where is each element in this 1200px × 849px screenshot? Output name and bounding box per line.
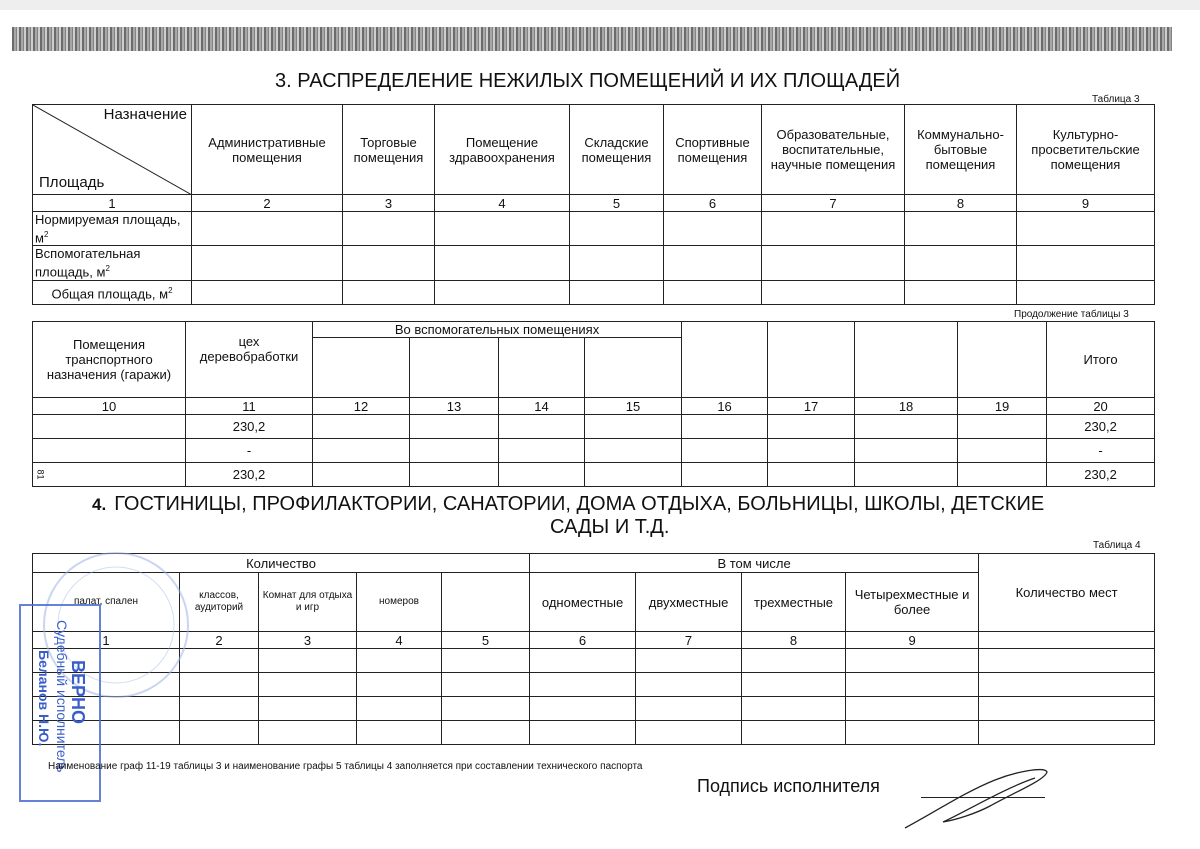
- total-value: 230,2: [1047, 463, 1155, 487]
- header-classes: классов, аудиторий: [180, 573, 259, 632]
- signature-scribble: [895, 762, 1055, 834]
- header-sport: Спортивные помещения: [664, 105, 762, 195]
- col-num: 8: [742, 632, 846, 649]
- col-num: 1: [33, 632, 180, 649]
- col-num: 7: [762, 195, 905, 212]
- table4: [32, 553, 1155, 745]
- signature-label: Подпись исполнителя: [697, 776, 880, 796]
- col-num: 10: [33, 398, 186, 415]
- table-row: [33, 721, 1155, 745]
- table-row: [33, 439, 1155, 463]
- col-num: 9: [1017, 195, 1155, 212]
- col-num: 5: [570, 195, 664, 212]
- header-workshop: цех деревобработки: [186, 322, 313, 398]
- col-num: 2: [180, 632, 259, 649]
- header-trade: Торговые помещения: [343, 105, 435, 195]
- group-including: В том числе: [530, 554, 979, 573]
- table-row: [33, 697, 1155, 721]
- header-places: Количество мест: [979, 554, 1155, 632]
- col-number-row: [33, 632, 1155, 649]
- table-row: [33, 415, 1155, 439]
- table-row: [33, 280, 1155, 304]
- workshop-value: -: [186, 439, 313, 463]
- margin-mark: 81: [33, 463, 186, 487]
- col-num: 2: [192, 195, 343, 212]
- header-col5: [442, 573, 530, 632]
- row-label-total: Общая площадь, $м^2$: [33, 280, 192, 304]
- col-num: 14: [499, 398, 585, 415]
- col-num: 6: [530, 632, 636, 649]
- corner-purpose-label: Назначение: [103, 106, 187, 123]
- workshop-value: 230,2: [186, 415, 313, 439]
- total-value: -: [1047, 439, 1155, 463]
- col-number-row: [33, 398, 1155, 415]
- header-triple: трехместные: [742, 573, 846, 632]
- col-num: 16: [682, 398, 768, 415]
- group-quantity: Количество: [33, 554, 530, 573]
- col-number-row: [33, 195, 1155, 212]
- row-label-normative: Нормируемая площадь, $м^2$: [33, 212, 192, 246]
- section3-title: 3. РАСПРЕДЕЛЕНИЕ НЕЖИЛЫХ ПОМЕЩЕНИЙ И ИХ ПЛОЩАДЕЙ: [275, 70, 901, 92]
- stamp-verno: ВЕРНО: [68, 660, 88, 725]
- table3-continuation: [32, 321, 1155, 487]
- table-row: [33, 246, 1155, 280]
- header-transport: Помещения транспортного назначения (гаражи): [33, 322, 186, 398]
- header-total: Итого: [1047, 322, 1155, 398]
- corner-area-label: Площадь: [39, 174, 105, 191]
- row-label-auxiliary: Вспомогательная площадь, $м^2$: [33, 246, 192, 280]
- col-num: 3: [343, 195, 435, 212]
- table-row: [33, 463, 1155, 487]
- workshop-value: 230,2: [186, 463, 313, 487]
- col-num: 7: [636, 632, 742, 649]
- col-num: 17: [768, 398, 855, 415]
- col-num: 8: [905, 195, 1017, 212]
- table3: [32, 104, 1155, 305]
- header-storage: Складские помещения: [570, 105, 664, 195]
- header-rooms: номеров: [357, 573, 442, 632]
- header-rest-rooms: Комнат для отдыха и игр: [259, 573, 357, 632]
- header-wards: палат, спален: [33, 573, 180, 632]
- header-admin: Административные помещения: [192, 105, 343, 195]
- header-double: двухместные: [636, 573, 742, 632]
- col-num: 12: [313, 398, 410, 415]
- stamp-name: Беланов Н.Ю.: [36, 650, 52, 747]
- header-communal: Коммунально-бытовые помещения: [905, 105, 1017, 195]
- col-num: 11: [186, 398, 313, 415]
- col-num: 5: [442, 632, 530, 649]
- col-num: 15: [585, 398, 682, 415]
- col-num: 4: [357, 632, 442, 649]
- total-value: 230,2: [1047, 415, 1155, 439]
- table3-continuation-label: Продолжение таблицы 3: [1014, 309, 1129, 320]
- table4-label: Таблица 4: [1093, 540, 1141, 551]
- section4-title-line2: САДЫ И Т.Д.: [550, 516, 670, 538]
- col-num: 3: [259, 632, 357, 649]
- table-row: [33, 212, 1155, 246]
- header-health: Помещение здравоохранения: [435, 105, 570, 195]
- table-row: [33, 673, 1155, 697]
- col-num: 19: [958, 398, 1047, 415]
- col-num: 13: [410, 398, 499, 415]
- table3-label: Таблица 3: [1092, 94, 1140, 105]
- header-single: одноместные: [530, 573, 636, 632]
- header-quad: Четырехместные и более: [846, 573, 979, 632]
- footnote: Наименование граф 11-19 таблицы 3 и наименование графы 5 таблицы 4 заполняется при составлении технического паспорта: [48, 761, 643, 772]
- col-num: 4: [435, 195, 570, 212]
- table-row: [33, 649, 1155, 673]
- scan-top-edge: [12, 27, 1172, 51]
- section4-title-line1: 4. ГОСТИНИЦЫ, ПРОФИЛАКТОРИИ, САНАТОРИИ, ДОМА ОТДЫХА, БОЛЬНИЦЫ, ШКОЛЫ, ДЕТСКИЕ: [92, 493, 1045, 515]
- header-education: Образовательные, воспитательные, научные помещения: [762, 105, 905, 195]
- header-cultural: Культурно-просветительские помещения: [1017, 105, 1155, 195]
- col-num: 9: [846, 632, 979, 649]
- corner-header-cell: [33, 105, 192, 195]
- col-num: 20: [1047, 398, 1155, 415]
- stamp-bailiff: Судебный исполнитель: [54, 620, 70, 773]
- col-num: 1: [33, 195, 192, 212]
- col-num: 18: [855, 398, 958, 415]
- header-auxiliary-group: Во вспомогательных помещениях: [313, 322, 682, 338]
- col-num: 6: [664, 195, 762, 212]
